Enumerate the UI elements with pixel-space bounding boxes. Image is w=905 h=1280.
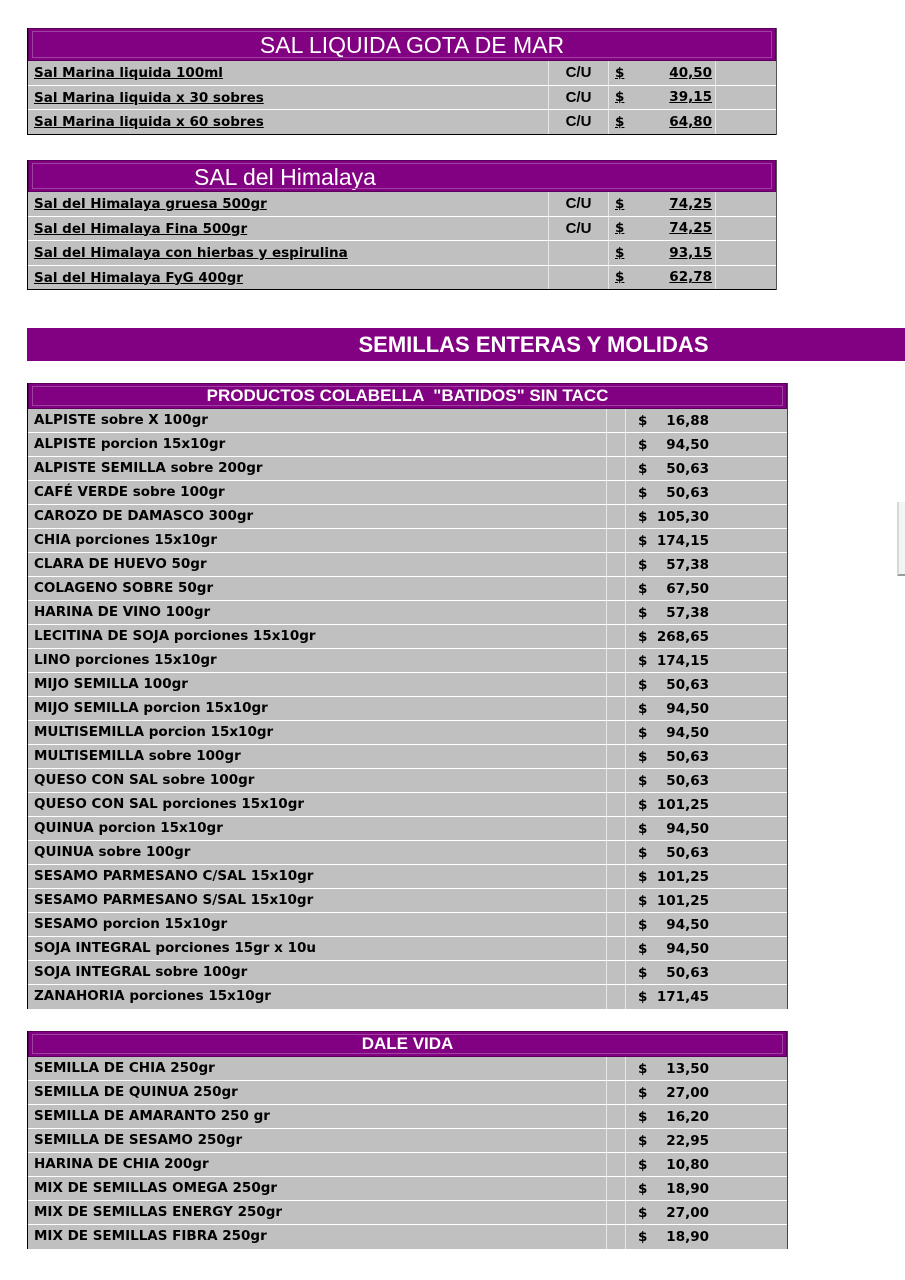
price-amount: 27,00 bbox=[666, 1204, 709, 1221]
product-name: CLARA DE HUEVO 50gr bbox=[28, 553, 607, 576]
price bbox=[609, 89, 715, 105]
empty-cell bbox=[607, 409, 626, 432]
empty-cell bbox=[607, 985, 626, 1009]
price-amount: 50,63 bbox=[666, 772, 709, 789]
currency-symbol: $ bbox=[638, 676, 648, 693]
price-amount: 105,30 bbox=[656, 508, 709, 525]
product-name: QUINUA porcion 15x10gr bbox=[28, 817, 607, 840]
list-item bbox=[28, 110, 776, 135]
price bbox=[609, 269, 715, 285]
product-name: SEMILLA DE QUINUA 250gr bbox=[28, 1081, 607, 1104]
price-amount: 67,50 bbox=[666, 580, 709, 597]
colabella-section bbox=[27, 383, 788, 1009]
empty-cell bbox=[715, 192, 776, 216]
list-item bbox=[28, 1153, 787, 1177]
empty-cell bbox=[607, 1081, 626, 1104]
price-amount: 94,50 bbox=[666, 940, 709, 957]
list-item bbox=[28, 1201, 787, 1225]
empty-cell bbox=[607, 865, 626, 888]
currency-symbol: $ bbox=[638, 1229, 648, 1245]
section-header bbox=[28, 1031, 787, 1057]
currency-symbol: $ bbox=[638, 628, 648, 645]
product-name: SEMILLA DE SESAMO 250gr bbox=[28, 1129, 607, 1152]
price-amount: 16,88 bbox=[666, 412, 709, 429]
currency-symbol: $ bbox=[615, 64, 625, 81]
list-item bbox=[28, 553, 787, 577]
price-amount: 27,00 bbox=[666, 1084, 709, 1101]
empty-cell bbox=[607, 673, 626, 696]
band-title: SEMILLAS ENTERAS Y MOLIDAS bbox=[358, 332, 709, 357]
currency-symbol: $ bbox=[638, 892, 648, 909]
empty-cell bbox=[607, 1105, 626, 1128]
empty-cell bbox=[607, 1177, 626, 1200]
list-item bbox=[28, 865, 787, 889]
product-name: Sal Marina liquida x 60 sobres bbox=[28, 110, 549, 134]
currency-symbol: $ bbox=[615, 195, 625, 212]
list-item bbox=[28, 769, 787, 793]
product-name: HARINA DE CHIA 200gr bbox=[28, 1153, 607, 1176]
empty-cell bbox=[607, 649, 626, 672]
list-item bbox=[28, 1105, 787, 1129]
empty-cell bbox=[607, 961, 626, 984]
currency-symbol: $ bbox=[638, 556, 648, 573]
list-item bbox=[28, 577, 787, 601]
product-name: CAROZO DE DAMASCO 300gr bbox=[28, 505, 607, 528]
currency-symbol: $ bbox=[638, 1108, 648, 1125]
currency-symbol: $ bbox=[615, 244, 625, 261]
price-amount: 16,20 bbox=[666, 1108, 709, 1125]
currency-symbol: $ bbox=[638, 652, 648, 669]
unit-label: C/U bbox=[549, 192, 609, 216]
currency-symbol: $ bbox=[638, 748, 648, 765]
currency-symbol: $ bbox=[638, 460, 648, 477]
product-name: SESAMO PARMESANO C/SAL 15x10gr bbox=[28, 865, 607, 888]
section-title: SAL LIQUIDA GOTA DE MAR bbox=[259, 32, 565, 58]
product-name: QUESO CON SAL porciones 15x10gr bbox=[28, 793, 607, 816]
currency-symbol: $ bbox=[638, 508, 648, 525]
price-amount: 57,38 bbox=[666, 604, 709, 621]
list-item bbox=[28, 481, 787, 505]
section-title: SAL del Himalaya bbox=[194, 164, 376, 190]
empty-cell bbox=[607, 697, 626, 720]
currency-symbol: $ bbox=[638, 868, 648, 885]
empty-cell bbox=[607, 1129, 626, 1152]
currency-symbol: $ bbox=[638, 964, 648, 981]
product-name: MULTISEMILLA sobre 100gr bbox=[28, 745, 607, 768]
currency-symbol: $ bbox=[638, 1180, 648, 1197]
section-title: DALE VIDA bbox=[361, 1034, 454, 1053]
empty-cell bbox=[607, 1201, 626, 1224]
empty-cell bbox=[607, 937, 626, 960]
currency-symbol: $ bbox=[638, 1204, 648, 1221]
empty-cell bbox=[607, 553, 626, 576]
price-amount: 94,50 bbox=[666, 700, 709, 717]
product-name: HARINA DE VINO 100gr bbox=[28, 601, 607, 624]
product-name: MIX DE SEMILLAS ENERGY 250gr bbox=[28, 1201, 607, 1224]
product-name: LINO porciones 15x10gr bbox=[28, 649, 607, 672]
list-item bbox=[28, 961, 787, 985]
product-name: ALPISTE SEMILLA sobre 200gr bbox=[28, 457, 607, 480]
item-list bbox=[28, 409, 787, 1009]
price-amount: 50,63 bbox=[666, 748, 709, 765]
empty-cell bbox=[607, 745, 626, 768]
price bbox=[609, 245, 715, 261]
price-amount: 50,63 bbox=[666, 964, 709, 981]
list-item bbox=[28, 697, 787, 721]
product-name: SESAMO porcion 15x10gr bbox=[28, 913, 607, 936]
price-amount: 101,25 bbox=[656, 868, 709, 885]
empty-cell bbox=[607, 913, 626, 936]
currency-symbol: $ bbox=[638, 989, 648, 1005]
product-name: Sal del Himalaya con hierbas y espirulina bbox=[28, 241, 549, 265]
currency-symbol: $ bbox=[638, 532, 648, 549]
product-name: MULTISEMILLA porcion 15x10gr bbox=[28, 721, 607, 744]
list-item bbox=[28, 937, 787, 961]
empty-cell bbox=[607, 529, 626, 552]
item-list bbox=[28, 61, 776, 135]
price-amount: 74,25 bbox=[669, 220, 712, 237]
price bbox=[609, 196, 715, 212]
currency-symbol: $ bbox=[638, 1060, 648, 1077]
list-item bbox=[28, 217, 776, 242]
currency-symbol: $ bbox=[638, 604, 648, 621]
list-item bbox=[28, 841, 787, 865]
list-item bbox=[28, 745, 787, 769]
product-name: MIJO SEMILLA 100gr bbox=[28, 673, 607, 696]
product-name: LECITINA DE SOJA porciones 15x10gr bbox=[28, 625, 607, 648]
sal-himalaya-section bbox=[27, 160, 777, 290]
currency-symbol: $ bbox=[638, 580, 648, 597]
product-name: Sal Marina liquida 100ml bbox=[28, 61, 549, 85]
currency-symbol: $ bbox=[638, 916, 648, 933]
currency-symbol: $ bbox=[615, 113, 625, 130]
empty-cell bbox=[607, 577, 626, 600]
price-amount: 174,15 bbox=[656, 652, 709, 669]
product-name: CAFÉ VERDE sobre 100gr bbox=[28, 481, 607, 504]
list-item bbox=[28, 601, 787, 625]
empty-cell bbox=[607, 457, 626, 480]
currency-symbol: $ bbox=[615, 89, 625, 106]
empty-cell bbox=[715, 217, 776, 241]
product-name: Sal del Himalaya FyG 400gr bbox=[28, 266, 549, 290]
item-list bbox=[28, 192, 776, 290]
empty-cell bbox=[607, 889, 626, 912]
price-amount: 74,25 bbox=[669, 195, 712, 212]
product-name: ZANAHORIA porciones 15x10gr bbox=[28, 985, 607, 1009]
list-item bbox=[28, 266, 776, 291]
unit-label: C/U bbox=[549, 86, 609, 110]
empty-cell bbox=[607, 1225, 626, 1249]
price-amount: 268,65 bbox=[656, 628, 709, 645]
product-name: SEMILLA DE CHIA 250gr bbox=[28, 1057, 607, 1080]
currency-symbol: $ bbox=[638, 412, 648, 429]
empty-cell bbox=[607, 1057, 626, 1080]
dale-vida-section bbox=[27, 1031, 788, 1249]
item-list bbox=[28, 1057, 787, 1249]
empty-cell bbox=[607, 721, 626, 744]
unit-label: C/U bbox=[549, 61, 609, 85]
price-amount: 50,63 bbox=[666, 484, 709, 501]
product-name: QUESO CON SAL sobre 100gr bbox=[28, 769, 607, 792]
product-name: Sal del Himalaya Fina 500gr bbox=[28, 217, 549, 241]
unit-label bbox=[549, 266, 609, 290]
price bbox=[609, 220, 715, 236]
product-name: MIX DE SEMILLAS FIBRA 250gr bbox=[28, 1225, 607, 1249]
currency-symbol: $ bbox=[615, 269, 625, 286]
empty-cell bbox=[607, 433, 626, 456]
list-item bbox=[28, 817, 787, 841]
list-item bbox=[28, 192, 776, 217]
list-item bbox=[28, 649, 787, 673]
product-name: SOJA INTEGRAL porciones 15gr x 10u bbox=[28, 937, 607, 960]
price-amount: 94,50 bbox=[666, 820, 709, 837]
product-name: SEMILLA DE AMARANTO 250 gr bbox=[28, 1105, 607, 1128]
empty-cell bbox=[607, 625, 626, 648]
list-item bbox=[28, 889, 787, 913]
price-amount: 64,80 bbox=[669, 113, 712, 130]
currency-symbol: $ bbox=[638, 1156, 648, 1173]
product-name: MIX DE SEMILLAS OMEGA 250gr bbox=[28, 1177, 607, 1200]
section-header bbox=[28, 383, 787, 409]
currency-symbol: $ bbox=[638, 1132, 648, 1149]
price-amount: 18,90 bbox=[666, 1180, 709, 1197]
empty-cell bbox=[607, 793, 626, 816]
empty-cell bbox=[607, 841, 626, 864]
price-amount: 39,15 bbox=[669, 89, 712, 106]
currency-symbol: $ bbox=[638, 724, 648, 741]
price-amount: 13,50 bbox=[666, 1060, 709, 1077]
price-amount: 62,78 bbox=[669, 269, 712, 286]
product-name: SOJA INTEGRAL sobre 100gr bbox=[28, 961, 607, 984]
unit-label bbox=[549, 241, 609, 265]
price-amount: 101,25 bbox=[656, 796, 709, 813]
price-amount: 18,90 bbox=[666, 1229, 709, 1245]
section-title: PRODUCTOS COLABELLA "BATIDOS" SIN TACC bbox=[206, 386, 609, 405]
sal-liquida-section bbox=[27, 28, 777, 135]
price-amount: 171,45 bbox=[656, 989, 709, 1005]
list-item bbox=[28, 1177, 787, 1201]
price-amount: 50,63 bbox=[666, 460, 709, 477]
price-amount: 101,25 bbox=[656, 892, 709, 909]
empty-cell bbox=[607, 1153, 626, 1176]
semillas-band bbox=[27, 328, 905, 361]
price bbox=[609, 65, 715, 81]
list-item bbox=[28, 86, 776, 111]
list-item bbox=[28, 673, 787, 697]
list-item bbox=[28, 913, 787, 937]
product-name: Sal Marina liquida x 30 sobres bbox=[28, 86, 549, 110]
empty-cell bbox=[715, 110, 776, 134]
empty-cell bbox=[715, 61, 776, 85]
currency-symbol: $ bbox=[638, 796, 648, 813]
price-amount: 40,50 bbox=[669, 64, 712, 81]
list-item bbox=[28, 793, 787, 817]
section-header bbox=[28, 28, 776, 61]
product-name: QUINUA sobre 100gr bbox=[28, 841, 607, 864]
product-name: ALPISTE sobre X 100gr bbox=[28, 409, 607, 432]
currency-symbol: $ bbox=[638, 844, 648, 861]
currency-symbol: $ bbox=[638, 1084, 648, 1101]
empty-cell bbox=[607, 601, 626, 624]
currency-symbol: $ bbox=[638, 820, 648, 837]
currency-symbol: $ bbox=[638, 772, 648, 789]
product-name: SESAMO PARMESANO S/SAL 15x10gr bbox=[28, 889, 607, 912]
product-name: MIJO SEMILLA porcion 15x10gr bbox=[28, 697, 607, 720]
empty-cell bbox=[715, 241, 776, 265]
currency-symbol: $ bbox=[638, 700, 648, 717]
list-item bbox=[28, 721, 787, 745]
price-amount: 94,50 bbox=[666, 916, 709, 933]
product-name: CHIA porciones 15x10gr bbox=[28, 529, 607, 552]
price-amount: 94,50 bbox=[666, 724, 709, 741]
price-amount: 94,50 bbox=[666, 436, 709, 453]
empty-cell bbox=[715, 266, 776, 290]
product-name: COLAGENO SOBRE 50gr bbox=[28, 577, 607, 600]
unit-label: C/U bbox=[549, 217, 609, 241]
list-item bbox=[28, 409, 787, 433]
price-amount: 57,38 bbox=[666, 556, 709, 573]
list-item bbox=[28, 625, 787, 649]
price-amount: 10,80 bbox=[666, 1156, 709, 1173]
list-item bbox=[28, 1129, 787, 1153]
product-name: Sal del Himalaya gruesa 500gr bbox=[28, 192, 549, 216]
list-item bbox=[28, 1225, 787, 1249]
unit-label: C/U bbox=[549, 110, 609, 134]
list-item bbox=[28, 457, 787, 481]
list-item bbox=[28, 61, 776, 86]
price-amount: 22,95 bbox=[666, 1132, 709, 1149]
empty-cell bbox=[607, 481, 626, 504]
empty-cell bbox=[607, 769, 626, 792]
price-amount: 174,15 bbox=[656, 532, 709, 549]
currency-symbol: $ bbox=[638, 940, 648, 957]
currency-symbol: $ bbox=[615, 220, 625, 237]
list-item bbox=[28, 1057, 787, 1081]
price-amount: 50,63 bbox=[666, 676, 709, 693]
currency-symbol: $ bbox=[638, 484, 648, 501]
clipped-edge-mark bbox=[897, 502, 905, 576]
list-item bbox=[28, 241, 776, 266]
product-name: ALPISTE porcion 15x10gr bbox=[28, 433, 607, 456]
list-item bbox=[28, 433, 787, 457]
list-item bbox=[28, 985, 787, 1009]
empty-cell bbox=[607, 817, 626, 840]
list-item bbox=[28, 505, 787, 529]
price bbox=[609, 114, 715, 130]
empty-cell bbox=[607, 505, 626, 528]
price-amount: 50,63 bbox=[666, 844, 709, 861]
list-item bbox=[28, 529, 787, 553]
price-amount: 93,15 bbox=[669, 244, 712, 261]
list-item bbox=[28, 1081, 787, 1105]
section-header bbox=[28, 160, 776, 192]
currency-symbol: $ bbox=[638, 436, 648, 453]
empty-cell bbox=[715, 86, 776, 110]
